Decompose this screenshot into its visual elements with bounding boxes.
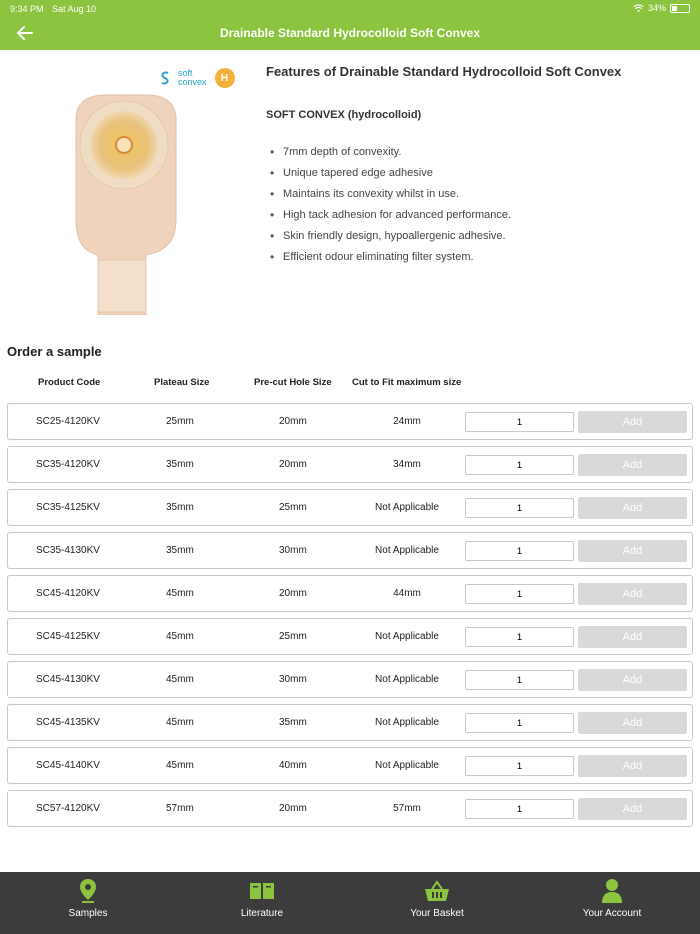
add-button[interactable]: Add [578,454,687,476]
quantity-input[interactable] [465,412,574,432]
status-time: 9:34 PM [10,4,44,14]
cut-size: Not Applicable [375,760,439,771]
feature-item: • High tack adhesion for advanced performance. [266,209,686,230]
product-code: SC45-4120KV [36,588,100,599]
add-button[interactable]: Add [578,583,687,605]
brand-logo [160,68,235,88]
map-pin-icon [79,878,97,904]
product-code: SC35-4125KV [36,502,100,513]
plateau-size: 45mm [166,760,194,771]
battery-fill [672,6,677,11]
cut-size: 24mm [393,416,421,427]
plateau-size: 45mm [166,631,194,642]
table-row [7,575,693,612]
column-header-plateau: Plateau Size [154,377,210,388]
feature-item: • 7mm depth of convexity. [266,146,686,167]
brand-text [178,69,207,87]
sample-table [7,403,693,833]
product-code: SC45-4140KV [36,760,100,771]
hole-size: 20mm [279,416,307,427]
tab-samples[interactable] [28,878,148,919]
features-title: Features of Drainable Standard Hydrocolloid Soft Convex [266,64,622,79]
user-icon [601,878,623,904]
table-row [7,489,693,526]
top-bar [0,0,700,50]
plateau-size: 57mm [166,803,194,814]
quantity-input[interactable] [465,799,574,819]
tab-label: Samples [68,908,108,919]
cut-size: 57mm [393,803,421,814]
add-button[interactable]: Add [578,411,687,433]
hole-size: 30mm [279,674,307,685]
cut-size: 44mm [393,588,421,599]
table-row [7,446,693,483]
feature-item: • Maintains its convexity whilst in use. [266,188,686,209]
quantity-input[interactable] [465,498,574,518]
add-button[interactable]: Add [578,540,687,562]
soft-convex-logo-icon [160,71,170,85]
tab-label: Your Account [582,908,642,919]
book-icon [249,881,275,901]
cut-size: 34mm [393,459,421,470]
add-button[interactable]: Add [578,798,687,820]
tab-bar [0,872,700,934]
add-button[interactable]: Add [578,712,687,734]
order-title: Order a sample [7,344,102,359]
quantity-input[interactable] [465,455,574,475]
status-date: Sat Aug 10 [52,4,97,14]
tab-literature[interactable] [202,878,322,919]
wifi-icon [633,4,644,13]
table-row [7,704,693,741]
plateau-size: 45mm [166,588,194,599]
table-row [7,790,693,827]
feature-item: • Efficient odour eliminating filter system. [266,251,686,272]
features-subtitle: SOFT CONVEX (hydrocolloid) [266,109,422,121]
hole-size: 20mm [279,459,307,470]
product-code: SC35-4120KV [36,459,100,470]
product-code: SC45-4125KV [36,631,100,642]
hole-size: 35mm [279,717,307,728]
hole-size: 20mm [279,803,307,814]
add-button[interactable]: Add [578,497,687,519]
quantity-input[interactable] [465,627,574,647]
battery-icon [670,4,690,13]
product-image [66,90,186,315]
feature-item: • Skin friendly design, hypoallergenic adhesive. [266,230,686,251]
cut-size: Not Applicable [375,717,439,728]
plateau-size: 35mm [166,502,194,513]
plateau-size: 45mm [166,674,194,685]
column-header-cut: Cut to Fit maximum size [352,377,462,388]
tab-label: Your Basket [410,908,464,919]
quantity-input[interactable] [465,670,574,690]
cut-size: Not Applicable [375,545,439,556]
battery-percent: 34% [647,3,666,13]
plateau-size: 25mm [166,416,194,427]
product-code: SC57-4120KV [36,803,100,814]
column-header-code: Product Code [38,377,101,388]
status-right [633,3,690,13]
product-code: SC45-4130KV [36,674,100,685]
table-row [7,661,693,698]
cut-size: Not Applicable [375,631,439,642]
brand-line1: soft [178,68,193,78]
hole-size: 25mm [279,631,307,642]
hole-size: 20mm [279,588,307,599]
add-button[interactable]: Add [578,626,687,648]
brand-line2: convex [178,77,207,87]
page-title: Drainable Standard Hydrocolloid Soft Convex [219,26,481,40]
hole-size: 25mm [279,502,307,513]
status-bar [0,0,700,18]
tab-account[interactable] [552,878,672,919]
cut-size: Not Applicable [375,502,439,513]
plateau-size: 35mm [166,545,194,556]
table-row [7,403,693,440]
basket-icon [424,880,450,902]
product-code: SC45-4135KV [36,717,100,728]
features-list [266,146,686,272]
table-row [7,532,693,569]
feature-item: • Unique tapered edge adhesive [266,167,686,188]
quantity-input[interactable] [465,584,574,604]
product-code: SC25-4120KV [36,416,100,427]
hole-size: 40mm [279,760,307,771]
tab-label: Literature [240,908,284,919]
add-button[interactable]: Add [578,669,687,691]
quantity-input[interactable] [465,756,574,776]
cut-size: Not Applicable [375,674,439,685]
tab-basket[interactable] [377,878,497,919]
quantity-input[interactable] [465,713,574,733]
quantity-input[interactable] [465,541,574,561]
plateau-size: 45mm [166,717,194,728]
table-row [7,747,693,784]
product-code: SC35-4130KV [36,545,100,556]
column-header-hole: Pre-cut Hole Size [254,377,332,388]
features-panel [266,64,686,272]
plateau-size: 35mm [166,459,194,470]
hole-size: 30mm [279,545,307,556]
add-button[interactable]: Add [578,755,687,777]
table-row [7,618,693,655]
manufacturer-badge: H [215,68,235,88]
